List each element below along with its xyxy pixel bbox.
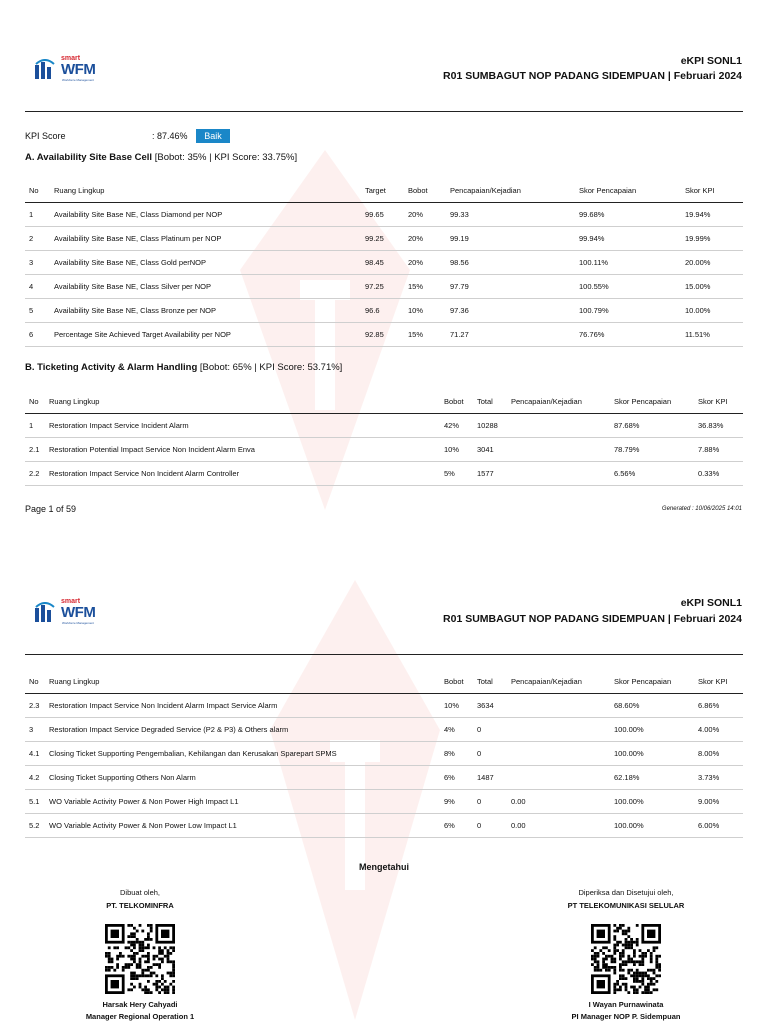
table-cell: 100.11% [575,251,681,275]
table-cell: 100.79% [575,299,681,323]
logo-wfm-text: WFM [61,61,96,78]
table-cell: 4.00% [694,718,743,742]
table-cell: 99.94% [575,227,681,251]
table-cell: 98.56 [446,251,575,275]
table-cell [507,694,610,718]
header-divider [25,654,743,655]
section-a-table [25,178,743,347]
signature-left-caption: Dibuat oleh, [119,888,161,897]
table-cell: 5.1 [25,790,45,814]
table-cell: 15% [404,275,446,299]
table-cell: Availability Site Base NE, Class Silver per NOP [50,275,361,299]
table-cell: 99.68% [575,203,681,227]
table-cell: 3.73% [694,766,743,790]
section-b-note: [Bobot: 65% | KPI Score: 53.71%] [199,362,343,373]
table-row [25,414,743,438]
logo-smart-text: smart [61,55,81,62]
table-cell: 78.79% [610,438,694,462]
table-cell: 20% [404,251,446,275]
qr-code-icon [591,924,661,994]
table-row [25,718,743,742]
column-header: Skor KPI [694,669,743,694]
table-cell: 10.00% [681,299,743,323]
table-cell: WO Variable Activity Power & Non Power Low Impact L1 [45,814,440,838]
column-header: Total [473,669,507,694]
table-cell: Availability Site Base NE, Class Platinum per NOP [50,227,361,251]
section-a-heading: A. Availability Site Base Cell [25,152,153,163]
table-cell: 0 [473,814,507,838]
qr-code-icon [105,924,175,994]
section-b-title [25,362,342,373]
table-row [25,299,743,323]
table-cell: 0 [473,742,507,766]
table-cell: 19.99% [681,227,743,251]
table-cell: 0.00 [507,814,610,838]
table-cell: 8% [440,742,473,766]
table-cell: 6.00% [694,814,743,838]
logo-subtitle-text: Workforce Management [62,621,94,625]
table-cell: 97.79 [446,275,575,299]
table-cell: 4.2 [25,766,45,790]
table-cell: 0.00 [507,790,610,814]
table-cell: 1 [25,414,45,438]
logo-subtitle-text: Workforce Management [62,78,94,82]
column-header: No [25,178,50,203]
table-cell: 6 [25,323,50,347]
section-a-header-row [25,178,743,203]
table-cell: 3041 [473,438,507,462]
table-cell: 100.00% [610,742,694,766]
table-row [25,275,743,299]
table-cell: 9% [440,790,473,814]
table-cell: 10% [404,299,446,323]
wfm-logo-icon [34,602,56,624]
table-row [25,251,743,275]
table-cell: 36.83% [694,414,743,438]
section-a-title [25,152,297,163]
table-cell: 6% [440,814,473,838]
table-cell: 8.00% [694,742,743,766]
column-header: Skor Pencapaian [575,178,681,203]
table-cell: Percentage Site Achieved Target Availability per NOP [50,323,361,347]
table-cell: 100.00% [610,814,694,838]
generated-timestamp: Generated : 10/06/2025 14:01 [661,506,742,512]
table-cell: 20.00% [681,251,743,275]
table-cell: Restoration Impact Service Incident Alarm [45,414,440,438]
column-header: No [25,389,45,414]
column-header: Skor KPI [694,389,743,414]
table-cell: 0 [473,790,507,814]
logo-smart-text: smart [61,598,81,605]
table-cell: 99.65 [361,203,404,227]
table-cell [507,718,610,742]
table-cell: 2.3 [25,694,45,718]
table-cell: 3634 [473,694,507,718]
column-header: Skor Pencapaian [610,389,694,414]
table-cell [507,462,610,486]
table-cell: 100.00% [610,790,694,814]
table-cell: 11.51% [681,323,743,347]
column-header: Target [361,178,404,203]
table-cell: 3 [25,718,45,742]
table-cell: 99.19 [446,227,575,251]
table-cell: 96.6 [361,299,404,323]
table-cell: 97.25 [361,275,404,299]
table-row [25,462,743,486]
table-cell: 4% [440,718,473,742]
report-title: eKPI SONL1 [680,55,742,67]
table-cell: 20% [404,227,446,251]
section-b-continued-table [25,669,743,838]
signature-right-caption: Diperiksa dan Disetujui oleh, [578,888,674,897]
column-header: Pencapaian/Kejadian [507,389,610,414]
column-header: Bobot [440,389,473,414]
signature-left-name: Harsak Hery Cahyadi [102,1000,178,1009]
column-header: Bobot [404,178,446,203]
smart-wfm-logo [34,598,104,628]
table-cell: Restoration Impact Service Non Incident Alarm Impact Service Alarm [45,694,440,718]
column-header: Ruang Lingkup [45,389,440,414]
table-cell: 6% [440,766,473,790]
table-cell: 99.33 [446,203,575,227]
table-cell: 71.27 [446,323,575,347]
table-cell: 42% [440,414,473,438]
column-header: Bobot [440,669,473,694]
table-cell [507,742,610,766]
table-cell: 62.18% [610,766,694,790]
table-cell: 4.1 [25,742,45,766]
table-cell: 5.2 [25,814,45,838]
table-cell: Closing Ticket Supporting Pengembalian, Kehilangan dan Kerusakan Sparepart SPMS [45,742,440,766]
table-cell [507,438,610,462]
header-divider [25,111,743,112]
table-cell: Availability Site Base NE, Class Diamond per NOP [50,203,361,227]
table-row [25,227,743,251]
table-cell: 87.68% [610,414,694,438]
table-row [25,790,743,814]
table-row [25,742,743,766]
table-cell [507,766,610,790]
column-header: Skor KPI [681,178,743,203]
table-cell: 20% [404,203,446,227]
table-cell: 68.60% [610,694,694,718]
table-cell: 100.55% [575,275,681,299]
table-cell: 1577 [473,462,507,486]
table-cell: Availability Site Base NE, Class Gold perNOP [50,251,361,275]
table-cell: 6.56% [610,462,694,486]
section-b-table [25,389,743,486]
table-cell: 7.88% [694,438,743,462]
table-cell: 5% [440,462,473,486]
table-cell: 76.76% [575,323,681,347]
table-cell: 97.36 [446,299,575,323]
table-cell: 2.1 [25,438,45,462]
table-cell: 15.00% [681,275,743,299]
table-cell: 19.94% [681,203,743,227]
signature-left-org: PT. TELKOMINFRA [106,901,174,910]
column-header: Total [473,389,507,414]
table-cell: 10% [440,438,473,462]
signature-right-org: PT TELEKOMUNIKASI SELULAR [567,901,685,910]
signature-right-name: I Wayan Purnawinata [588,1000,664,1009]
report-subtitle: R01 SUMBAGUT NOP PADANG SIDEMPUAN | Februari 2024 [443,70,742,82]
table-cell [507,414,610,438]
section-b-header-row [25,389,743,414]
table-cell: 0.33% [694,462,743,486]
column-header: Pencapaian/Kejadian [507,669,610,694]
table-cell: 6.86% [694,694,743,718]
table-cell: WO Variable Activity Power & Non Power High Impact L1 [45,790,440,814]
table-cell: 2 [25,227,50,251]
table-cell: 15% [404,323,446,347]
table-cell: 3 [25,251,50,275]
column-header: Ruang Lingkup [45,669,440,694]
table-cell: 4 [25,275,50,299]
column-header: Skor Pencapaian [610,669,694,694]
page-number: Page 1 of 59 [25,504,77,514]
table-cell: 2.2 [25,462,45,486]
signature-block-right [526,888,726,1021]
table-cell: 10288 [473,414,507,438]
table-cell: 99.25 [361,227,404,251]
table-cell: Restoration Potential Impact Service Non Incident Alarm Enva [45,438,440,462]
table-cell: 5 [25,299,50,323]
report-subtitle: R01 SUMBAGUT NOP PADANG SIDEMPUAN | Februari 2024 [443,613,742,625]
signature-block-left [40,888,240,1021]
report-page-2 [0,540,768,1024]
kpi-score-value: : 87.46% [152,131,188,141]
section-b-cont-header-row [25,669,743,694]
table-row [25,766,743,790]
kpi-status-badge: Baik [196,129,230,143]
table-cell: Restoration Impact Service Non Incident Alarm Controller [45,462,440,486]
table-cell: 10% [440,694,473,718]
column-header: Pencapaian/Kejadian [446,178,575,203]
table-cell: 0 [473,718,507,742]
column-header: No [25,669,45,694]
table-cell: Restoration Impact Service Degraded Service (P2 & P3) & Others alarm [45,718,440,742]
table-cell: 9.00% [694,790,743,814]
table-cell: 1487 [473,766,507,790]
table-row [25,323,743,347]
section-b-heading: B. Ticketing Activity & Alarm Handling [25,362,198,373]
signature-left-role: Manager Regional Operation 1 [85,1012,195,1021]
table-row [25,203,743,227]
acknowledgement-heading: Mengetahui [358,862,409,872]
table-cell: Availability Site Base NE, Class Bronze per NOP [50,299,361,323]
report-title: eKPI SONL1 [680,597,742,609]
table-cell: 98.45 [361,251,404,275]
table-cell: 100.00% [610,718,694,742]
section-a-note: [Bobot: 35% | KPI Score: 33.75%] [154,152,298,163]
wfm-logo-icon [34,59,56,81]
smart-wfm-logo [34,55,104,85]
table-row [25,814,743,838]
logo-wfm-text: WFM [61,604,96,621]
column-header: Ruang Lingkup [50,178,361,203]
table-cell: 1 [25,203,50,227]
signature-right-role: PI Manager NOP P. Sidempuan [571,1012,681,1021]
table-row [25,694,743,718]
table-row [25,438,743,462]
kpi-score-label: KPI Score [25,131,66,141]
table-cell: 92.85 [361,323,404,347]
table-cell: Closing Ticket Supporting Others Non Alarm [45,766,440,790]
